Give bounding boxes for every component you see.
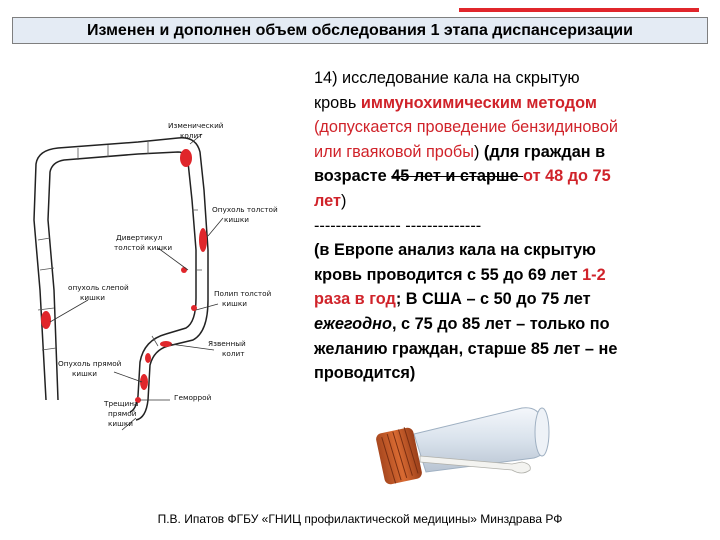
text-line-9 (314, 263, 710, 288)
text-span: ; В США – с 50 до 75 лет (395, 290, 591, 309)
footer-credit: П.В. Ипатов ФГБУ «ГНИЦ профилактической медицины» Минздрава РФ (157, 512, 563, 526)
text-line-6 (314, 189, 710, 214)
text-span: кровь проводится с 55 до 69 лет (314, 265, 583, 284)
text-span: (в Европе анализ кала на скрытую (314, 241, 596, 260)
label-polyp-2: кишки (222, 299, 247, 308)
text-span: или гваяковой пробы (314, 142, 474, 161)
lesion-diverticulum (181, 267, 187, 273)
text-span: ---------------- -------------- (314, 216, 482, 235)
text-line-12 (314, 337, 710, 362)
text-span: возрасте (314, 167, 392, 186)
label-splenic-1: Изменический (168, 121, 224, 130)
text-line-13 (314, 361, 710, 386)
lesion-ulcer-2 (145, 353, 151, 363)
text-span: лет (314, 191, 341, 210)
label-tumor-colon-1: Опухоль толстой (212, 205, 278, 214)
text-span: 14) исследование кала на скрытую (314, 69, 580, 87)
leader-lines (50, 134, 223, 430)
label-ulcer-2: колит (222, 349, 245, 358)
separator-line (314, 214, 710, 239)
text-span: желанию граждан, старше 85 лет – не (314, 339, 618, 358)
text-span: 1-2 (582, 265, 606, 284)
text-span: , с 75 до 85 лет – только по (391, 314, 610, 333)
text-span: ) (340, 191, 347, 210)
label-rectal-2: кишки (72, 369, 97, 378)
lesion-splenic (180, 149, 192, 167)
main-text (314, 66, 710, 386)
colon-outline-outer (34, 138, 208, 420)
text-line-10 (314, 287, 710, 312)
text-line-11 (314, 312, 710, 337)
text-span: проводится) (314, 364, 416, 383)
text-span: (допускается проведение бензидиновой (314, 118, 619, 137)
label-fissure-1: Трещина (104, 399, 139, 408)
text-line-8 (314, 238, 710, 263)
text-span: кровь (314, 93, 361, 112)
text-line-1 (314, 66, 710, 91)
slide-title: Изменен и дополнен объем обследования 1 этапа диспансеризации (12, 17, 708, 44)
label-hemorr: Геморрой (174, 393, 212, 402)
lesion-colon-tumor (199, 228, 207, 252)
strikethrough-age: 45 лет и старше (391, 167, 524, 186)
text-line-2 (314, 91, 710, 116)
label-ulcer-1: Язвенный (208, 339, 246, 348)
text-span: раза в год (314, 290, 396, 309)
label-tumor-colon-2: кишки (224, 215, 249, 224)
label-fissure-3: кишки (108, 419, 133, 428)
text-line-5 (314, 164, 710, 189)
highlight-method: иммунохимическим методом (360, 93, 597, 112)
label-divert-2: толстой кишки (114, 243, 173, 252)
label-polyp-1: Полип толстой (214, 289, 272, 298)
label-fissure-2: прямой (108, 409, 137, 418)
label-divert-1: Дивертикул (116, 233, 163, 242)
label-rectal-1: Опухоль прямой (58, 359, 122, 368)
specimen-container-image (372, 390, 558, 500)
label-splenic-2: колит (180, 131, 203, 140)
tube-end (535, 408, 549, 456)
colon-diagram (18, 100, 278, 440)
text-line-4 (314, 140, 710, 165)
text-line-3 (314, 115, 710, 140)
red-accent-line (459, 8, 699, 12)
text-span: (для граждан в (483, 142, 606, 161)
text-span: ) (473, 142, 484, 161)
colon-outline-inner (48, 152, 196, 412)
new-age-range: от 48 до 75 (523, 167, 611, 186)
text-span: ежегодно (314, 314, 392, 333)
label-cecum-2: кишки (80, 293, 105, 302)
lesion-cecum (41, 311, 51, 329)
label-cecum-1: опухоль слепой (68, 283, 129, 292)
